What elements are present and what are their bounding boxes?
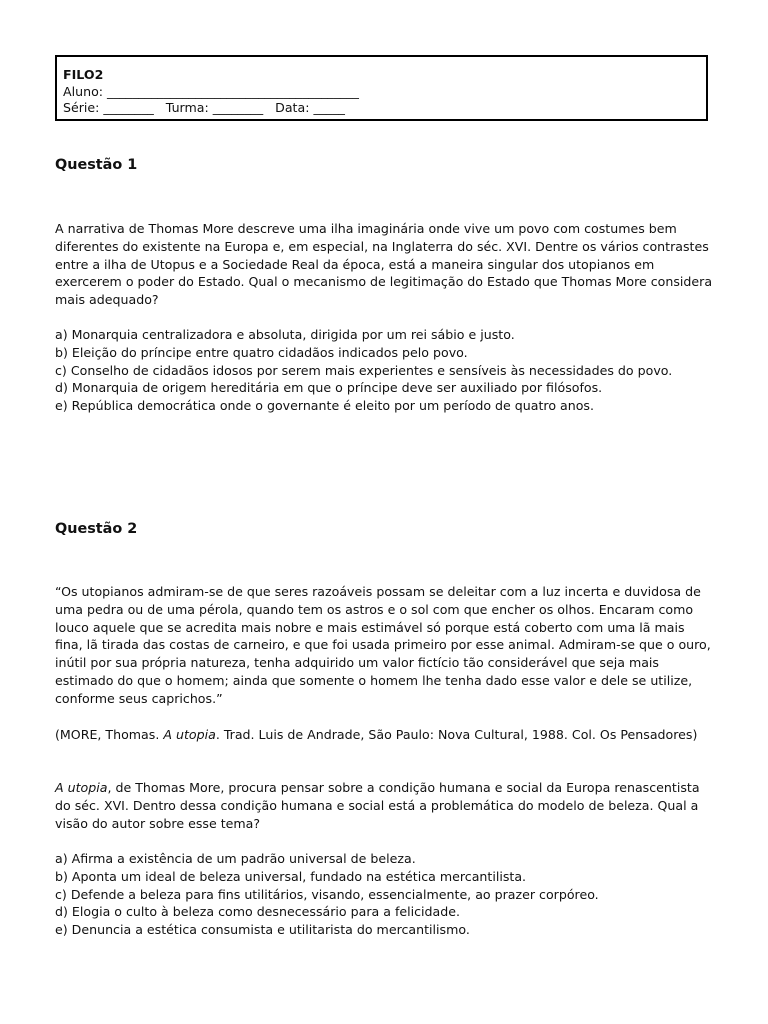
question-2-quote bbox=[55, 583, 715, 708]
question-1-title: Questão 1 bbox=[55, 157, 138, 173]
class-info-line: Série: ________ Turma: ________ Data: _____ bbox=[63, 100, 345, 115]
question-2-options bbox=[55, 850, 715, 939]
citation-book-title: A utopia bbox=[163, 727, 216, 742]
citation-suffix: . Trad. Luis de Andrade, São Paulo: Nova Cultural, 1988. Col. Os Pensadores) bbox=[215, 727, 698, 742]
student-header-box bbox=[55, 55, 708, 121]
statement-book-title: A utopia bbox=[55, 780, 108, 795]
question-2-title: Questão 2 bbox=[55, 521, 138, 537]
question-2-option-e: e) Denuncia a estética consumista e utilitarista do mercantilismo. bbox=[55, 922, 470, 938]
student-name-line: Aluno: ________________________________________ bbox=[63, 83, 359, 99]
question-1-option-d: d) Monarquia de origem hereditária em que o príncipe deve ser auxiliado por filósofos. bbox=[55, 380, 603, 396]
citation-prefix: (MORE, Thomas. bbox=[55, 727, 164, 742]
course-code: FILO2 bbox=[63, 67, 104, 82]
question-2-statement bbox=[55, 779, 715, 832]
question-2-citation bbox=[55, 726, 715, 744]
question-1-option-e: e) República democrática onde o governante é eleito por um período de quatro anos. bbox=[55, 398, 594, 414]
statement-rest: , de Thomas More, procura pensar sobre a condição humana e social da Europa renascentista do séc. XVI. Dentro dessa condição humana e social está a problemática do modelo de beleza. Qual a visão do autor sobre esse tema? bbox=[55, 780, 700, 831]
question-2-option-a: a) Afirma a existência de um padrão universal de beleza. bbox=[55, 851, 416, 866]
question-2-option-c: c) Defende a beleza para fins utilitários, visando, essencialmente, ao prazer corpóreo. bbox=[55, 886, 599, 902]
question-2-option-b: b) Aponta um ideal de beleza universal, fundado na estética mercantilista. bbox=[55, 868, 527, 884]
question-1-option-c: c) Conselho de cidadãos idosos por serem mais experientes e sensíveis às necessidades do povo. bbox=[55, 362, 673, 378]
question-1-option-a: a) Monarquia centralizadora e absoluta, dirigida por um rei sábio e justo. bbox=[55, 327, 515, 342]
question-1-statement-text: A narrativa de Thomas More descreve uma ilha imaginária onde vive um povo com costumes bem diferentes do existente na Europa e, em especial, na Inglaterra do séc. XVI. Dentre os vários contrastes entre a ilha de Utopus e a Sociedade Real da época, está a maneira singular dos utopianos em exercerem o poder do Estado. Qual o mecanismo de legitimação do Estado que Thomas More considera mais adequado? bbox=[55, 221, 713, 308]
question-2-statement-text bbox=[55, 779, 715, 832]
question-2-citation-text bbox=[55, 726, 715, 744]
question-2-option-d: d) Elogia o culto à beleza como desnecessário para a felicidade. bbox=[55, 904, 461, 920]
question-1-statement bbox=[55, 220, 715, 309]
question-1-options bbox=[55, 326, 715, 415]
question-1-option-b: b) Eleição do príncipe entre quatro cidadãos indicados pelo povo. bbox=[55, 344, 468, 360]
question-2-quote-text: “Os utopianos admiram-se de que seres razoáveis possam se deleitar com a luz incerta e duvidosa de uma pedra ou de uma pérola, quando tem os astros e o sol com que encher os olhos. Encaram como louco aquele que se acredita mais nobre e mais estimável só porque está coberto com uma lã mais fina, lã tirada das costas de carneiro, e que foi usada primeiro por esse animal. Admiram-se que o ouro, inútil por sua própria natureza, tenha adquirido um valor fictício tão considerável que seja mais estimado do que o homem; ainda que somente o homem lhe tenha dado esse valor e dele se utilize, conforme seus caprichos.” bbox=[55, 584, 711, 706]
